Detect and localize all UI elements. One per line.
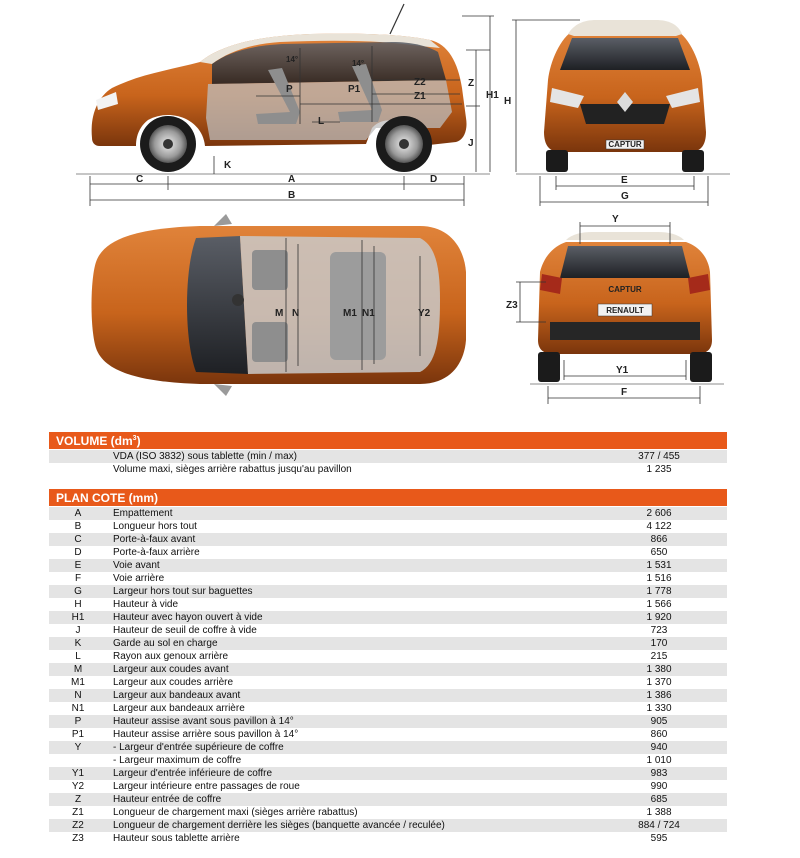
plan-row-label: Largeur d'entrée inférieure de coffre [113,768,273,779]
plan-row [49,585,727,598]
label-Y2: Y2 [418,308,431,319]
plan-row-label: Largeur intérieure entre passages de roue [113,781,300,792]
front-view [504,20,730,206]
rear-plate: RENAULT [606,306,644,315]
plan-row-value: 1 330 [646,703,672,714]
label-C: C [136,174,144,185]
plan-row-label: Porte-à-faux arrière [113,547,200,558]
plan-row-label: Hauteur à vide [113,599,179,610]
plan-row-label: Largeur aux bandeaux avant [113,690,241,701]
plan-row-value: 4 122 [646,521,672,532]
plan-row-value: 215 [650,651,668,662]
plan-row [49,624,727,637]
label-J: J [468,138,474,149]
front-plate: CAPTUR [608,140,642,149]
plan-row-value: 1 566 [646,599,672,610]
plan-row [49,507,727,520]
label-N1: N1 [362,308,375,319]
plan-row-label: Hauteur assise avant sous pavillon à 14° [113,716,294,727]
volume-row-value: 377 / 455 [638,451,680,462]
label-Z3: Z3 [506,300,518,311]
plan-row-value: 1 010 [646,755,672,766]
plan-row-value: 1 388 [646,807,672,818]
plan-row-label: Rayon aux genoux arrière [113,651,229,662]
side-angle-rear: 14° [352,59,365,68]
label-L: L [318,116,325,127]
rear-roof [566,232,684,240]
plan-row-value: 866 [650,534,668,545]
plan-row-code: F [74,573,82,584]
plan-row-label: Hauteur de seuil de coffre à vide [113,625,257,636]
plan-row-code: C [74,534,82,545]
plan-row-code: Z1 [72,807,84,818]
plan-row-value: 1 380 [646,664,672,675]
plan-row-code: Z2 [72,820,84,831]
label-H1: H1 [486,90,499,101]
label-Z2: Z2 [414,77,426,88]
plan-cote-header: PLAN COTE (mm) [49,489,727,506]
label-P1: P1 [348,84,361,95]
rear-badge: CAPTUR [608,285,642,294]
volume-row-label: VDA (ISO 3832) sous tablette (min / max) [113,451,297,462]
plan-row-code: Y [74,742,82,753]
plan-row-value: 905 [650,716,668,727]
rear-wheel [376,116,432,172]
label-Z1: Z1 [414,91,426,102]
label-P: P [286,84,293,95]
plan-row-value: 1 386 [646,690,672,701]
plan-row-code: A [74,508,82,519]
plan-row-label: Hauteur entrée de coffre [113,794,222,805]
plan-row [49,819,727,832]
label-A: A [288,174,296,185]
plan-row-code: Z3 [72,833,84,844]
plan-row-label: Largeur aux coudes avant [113,664,229,675]
plan-row-code: M [73,664,83,675]
front-wheel [140,116,196,172]
plan-row [49,663,727,676]
plan-row [49,780,727,793]
top-view [92,214,467,396]
plan-row-label: Longueur de chargement derrière les sièges (banquette avancée / reculée) [113,820,445,831]
plan-row-code: E [74,560,82,571]
plan-row [49,793,727,806]
plan-row-label: Largeur hors tout sur baguettes [113,586,253,597]
plan-row-code: Y2 [71,781,85,792]
plan-row [49,637,727,650]
label-Y1: Y1 [616,365,629,376]
plan-row-code: D [74,547,82,558]
plan-row-value: 1 516 [646,573,672,584]
plan-row-label: Longueur de chargement maxi (sièges arrière rabattus) [113,807,358,818]
plan-row [49,728,727,741]
plan-row-value: 860 [650,729,668,740]
plan-row-label: - Largeur d'entrée supérieure de coffre [113,742,284,753]
label-Y: Y [612,214,619,225]
volume-row-value: 1 235 [646,464,672,475]
plan-row-code: J [75,625,81,636]
plan-row-code: H1 [71,612,85,623]
plan-row-code: K [74,638,82,649]
plan-row [49,741,727,754]
vehicle-dimension-diagrams [0,0,800,420]
plan-row-code: N [74,690,82,701]
plan-row [49,715,727,728]
label-M1: M1 [343,308,357,319]
plan-row-label: Voie avant [113,560,160,571]
label-N: N [292,308,300,319]
plan-row-label: Voie arrière [113,573,165,584]
plan-row [49,611,727,624]
plan-row-code: P1 [71,729,85,740]
dimension-drawing [0,0,800,420]
label-K: K [224,160,232,171]
plan-row [49,754,727,767]
plan-row [49,832,727,845]
plan-row-label: Longueur hors tout [113,521,197,532]
label-H: H [504,96,512,107]
plan-row-code: G [74,586,82,597]
plan-row [49,598,727,611]
plan-row [49,650,727,663]
label-D: D [430,174,438,185]
plan-row-code: N1 [71,703,85,714]
label-F: F [621,387,628,398]
plan-row-value: 940 [650,742,668,753]
label-M: M [275,308,284,319]
plan-row-code: B [74,521,82,532]
plan-row-code: L [75,651,81,662]
volume-row-label: Volume maxi, sièges arrière rabattus jusqu'au pavillon [113,464,352,475]
plan-row [49,689,727,702]
plan-row-value: 2 606 [646,508,672,519]
plan-row-code: Y1 [71,768,85,779]
label-G: G [621,191,629,202]
plan-row-value: 1 531 [646,560,672,571]
plan-row-code: H [74,599,82,610]
plan-row-label: Hauteur assise arrière sous pavillon à 14° [113,729,299,740]
plan-row-value: 884 / 724 [638,820,680,831]
plan-row [49,676,727,689]
side-view [76,4,499,206]
plan-row-label: Largeur aux bandeaux arrière [113,703,245,714]
plan-row-label: - Largeur maximum de coffre [113,755,242,766]
volume-header: VOLUME $(dm^3)$ [49,432,727,449]
plan-row-label: Hauteur sous tablette arrière [113,833,240,844]
plan-row-value: 1 370 [646,677,672,688]
plan-row-code: M1 [71,677,85,688]
side-angle-front: 14° [286,55,299,64]
front-windscreen [560,38,690,70]
plan-row [49,806,727,819]
plan-row-value: 595 [650,833,668,844]
plan-row-label: Hauteur avec hayon ouvert à vide [113,612,263,623]
plan-row-value: 1 778 [646,586,672,597]
plan-row [49,546,727,559]
label-E: E [621,175,628,186]
plan-row-value: 685 [650,794,668,805]
plan-row-code: Z [74,794,82,805]
plan-row-label: Largeur aux coudes arrière [113,677,234,688]
plan-row-label: Garde au sol en charge [113,638,218,649]
volume-row [49,463,727,476]
plan-row-value: 983 [650,768,668,779]
plan-row-label: Porte-à-faux avant [113,534,196,545]
plan-row-value: 170 [650,638,668,649]
plan-row-code: P [74,716,82,727]
volume-row [49,450,727,463]
rear-view [506,214,724,404]
plan-row [49,702,727,715]
label-Z: Z [468,78,475,89]
plan-row [49,559,727,572]
plan-row [49,572,727,585]
label-B: B [288,190,296,201]
plan-row-value: 723 [650,625,668,636]
plan-row [49,520,727,533]
rear-window [560,246,690,278]
plan-row-value: 650 [650,547,668,558]
front-roof [568,20,682,36]
plan-row [49,533,727,546]
plan-row [49,767,727,780]
plan-row-label: Empattement [113,508,173,519]
plan-row-value: 990 [650,781,668,792]
plan-row-value: 1 920 [646,612,672,623]
